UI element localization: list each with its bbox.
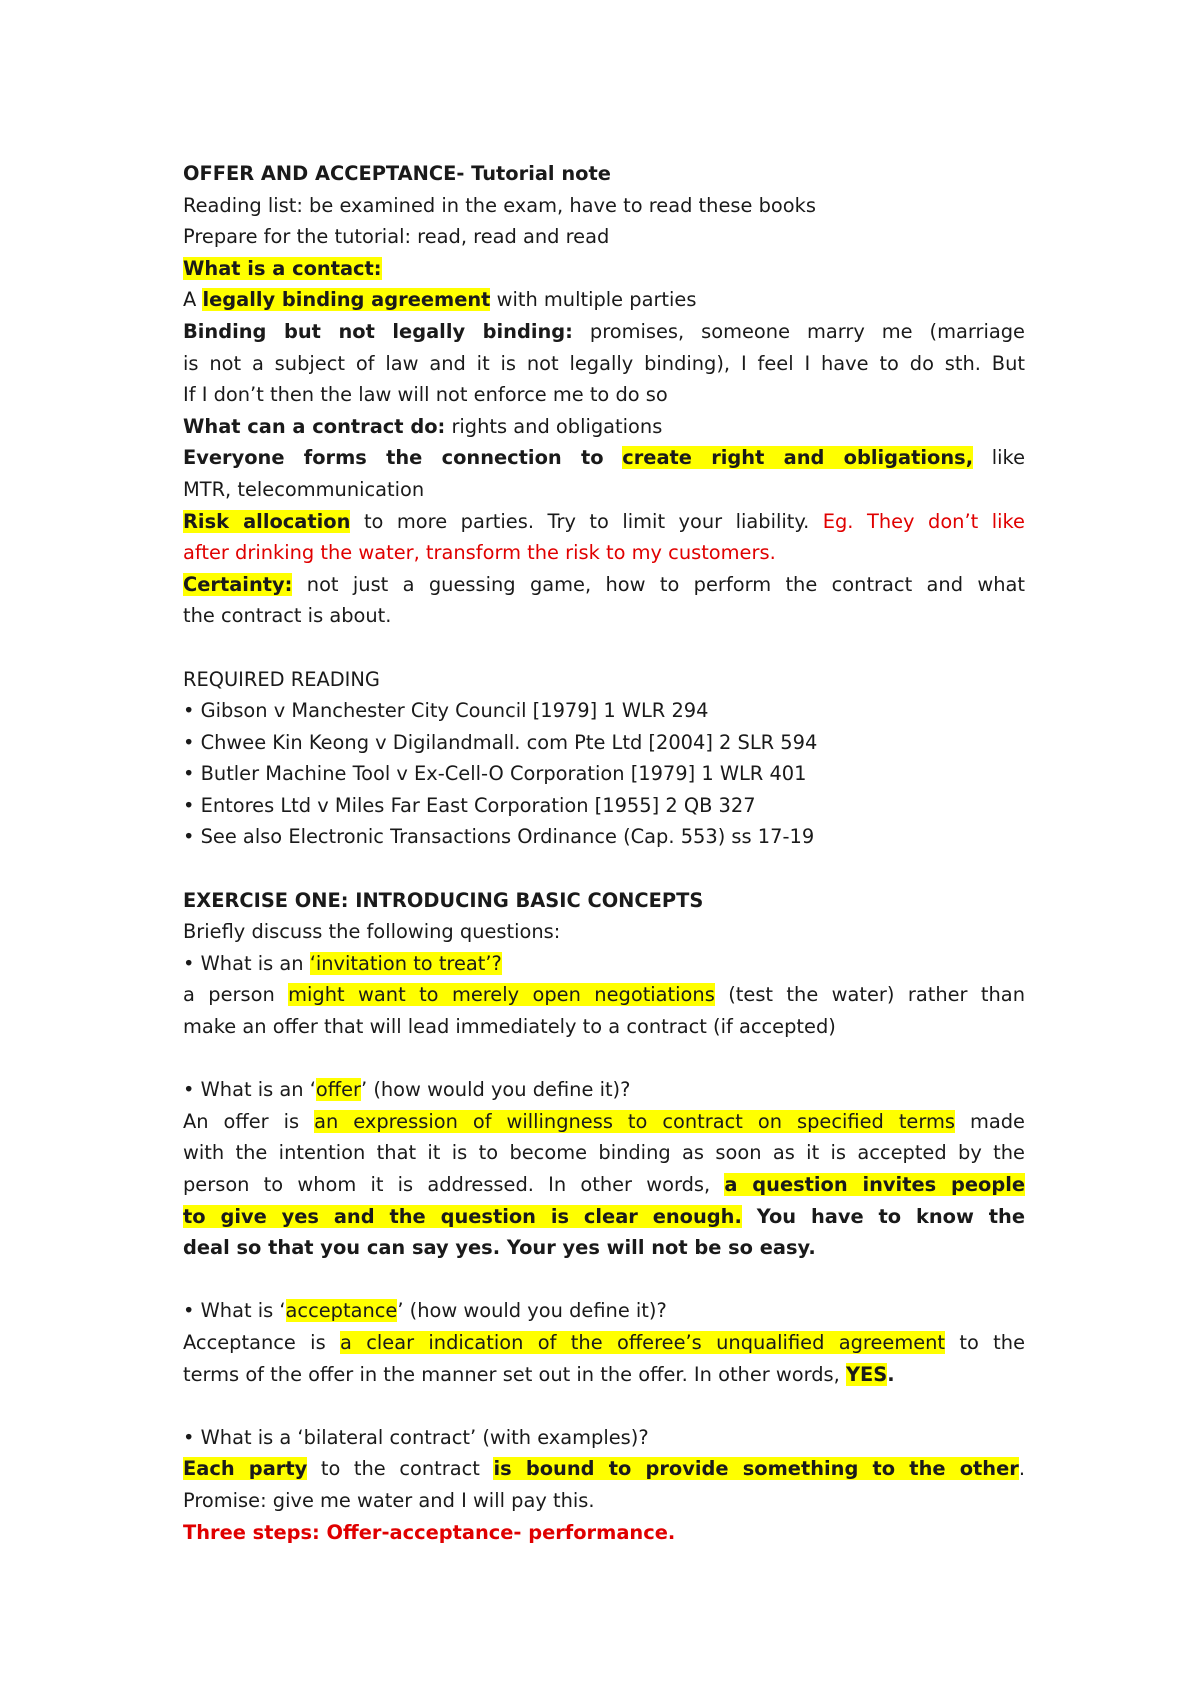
reading-item: • Butler Machine Tool v Ex-Cell-O Corporation [1979] 1 WLR 401	[183, 762, 807, 786]
question-1	[183, 948, 1025, 980]
binding-line-2: is not a subject of law and it is not legally binding), I feel I have to do sth. But	[183, 351, 1025, 375]
can-do-line	[183, 411, 1025, 443]
contract-question-line	[183, 253, 1025, 285]
answer-4-line-1	[183, 1453, 1025, 1485]
question-4: • What is a ‘bilateral contract’ (with examples)?	[183, 1425, 649, 1449]
answer-3-line-2	[183, 1359, 1025, 1391]
certainty-line-2: the contract is about.	[183, 604, 392, 628]
answer-3-period: .	[887, 1362, 895, 1386]
answer-4-highlight-2: is bound to provide something to the other	[493, 1457, 1019, 1481]
answer-3-highlight: a clear indication of the offeree’s unqualified agreement	[340, 1330, 946, 1354]
binding-text-1: promises, someone marry me (marriage	[572, 319, 1025, 343]
answer-2-line-3-highlight: a question invites people	[724, 1173, 1025, 1196]
answer-2-prefix: An offer is	[183, 1109, 315, 1133]
answer-2-line-4-rest: You have to know the	[741, 1204, 1026, 1228]
answer-2-highlight: an expression of willingness to contract on specified terms	[314, 1109, 955, 1133]
answer-1-line-2: make an offer that will lead immediately to a contract (if accepted)	[183, 1015, 836, 1039]
question-3	[183, 1295, 1025, 1327]
answer-3-yes-highlight: YES	[846, 1362, 888, 1386]
certainty-line-1	[183, 569, 1025, 601]
everyone-line-1	[183, 442, 1025, 474]
answer-2-rest: made	[954, 1109, 1025, 1133]
answer-1-rest: (test the water) rather than	[714, 983, 1025, 1007]
reading-item: • See also Electronic Transactions Ordinance (Cap. 553) ss 17-19	[183, 825, 815, 849]
everyone-highlight: create right and obligations,	[622, 446, 974, 470]
contract-question-heading: What is a contact:	[183, 256, 382, 280]
spacer	[183, 1264, 1025, 1296]
prepare-note: Prepare for the tutorial: read, read and read	[183, 225, 610, 249]
answer-4-highlight-1: Each party	[183, 1457, 308, 1481]
answer-3-line-1	[183, 1327, 1025, 1359]
question-1-highlight: ‘invitation to treat’?	[309, 951, 502, 975]
spacer	[183, 853, 1025, 885]
can-do-text: rights and obligations	[445, 414, 663, 438]
reading-item: • Entores Ltd v Miles Far East Corporation [1955] 2 QB 327	[183, 793, 756, 817]
question-3-highlight: acceptance	[285, 1299, 398, 1323]
spacer	[183, 1390, 1025, 1422]
answer-1-highlight: might want to merely open negotiations	[288, 983, 715, 1007]
everyone-line-2: MTR, telecommunication	[183, 477, 425, 501]
answer-4-line-3: Three steps: Offer-acceptance- performance.	[183, 1520, 676, 1544]
definition-highlight: legally binding agreement	[202, 288, 491, 312]
document-page	[183, 158, 1025, 1548]
question-2-highlight: offer	[315, 1078, 361, 1102]
answer-2-line-3	[183, 1169, 1025, 1201]
definition-prefix: A	[183, 288, 203, 312]
risk-line-2: after drinking the water, transform the risk to my customers.	[183, 541, 776, 565]
answer-2-line-1	[183, 1106, 1025, 1138]
answer-2-line-3-prefix: person to whom it is addressed. In other words,	[183, 1173, 725, 1196]
answer-1-line-1	[183, 979, 1025, 1011]
contract-definition-line	[183, 284, 1025, 316]
question-2-prefix: • What is an ‘	[183, 1078, 316, 1102]
question-3-prefix: • What is ‘	[183, 1299, 286, 1323]
answer-3-line-2-prefix: terms of the offer in the manner set out in the offer. In other words,	[183, 1362, 846, 1386]
document-title: OFFER AND ACCEPTANCE- Tutorial note	[183, 162, 611, 185]
question-1-prefix: • What is an	[183, 951, 310, 975]
risk-example: Eg. They don’t like	[822, 509, 1025, 533]
everyone-label: Everyone forms the connection to	[183, 446, 604, 470]
answer-3-prefix: Acceptance is	[183, 1330, 341, 1354]
exercise-heading: EXERCISE ONE: INTRODUCING BASIC CONCEPTS	[183, 888, 704, 912]
binding-label: Binding but not legally binding:	[183, 319, 573, 343]
exercise-intro: Briefly discuss the following questions:	[183, 920, 561, 944]
risk-label: Risk allocation	[183, 509, 351, 533]
question-3-rest: ’ (how would you define it)?	[397, 1299, 667, 1323]
binding-line-3: If I don’t then the law will not enforce me to do so	[183, 383, 668, 407]
risk-text: to more parties. Try to limit your liability.	[350, 509, 823, 533]
answer-4-middle: to the contract	[307, 1457, 494, 1481]
spacer	[183, 632, 1025, 664]
answer-4-line-2: Promise: give me water and I will pay this.	[183, 1488, 595, 1512]
certainty-label: Certainty:	[183, 572, 293, 596]
everyone-like: like	[991, 446, 1026, 470]
reading-list-note: Reading list: be examined in the exam, have to read these books	[183, 193, 816, 217]
answer-3-rest: to the	[945, 1330, 1025, 1354]
answer-2-line-4-highlight: to give yes and the question is clear enough.	[183, 1204, 742, 1228]
answer-2-line-4	[183, 1201, 1025, 1233]
spacer	[183, 1043, 1025, 1075]
question-2-rest: ’ (how would you define it)?	[361, 1078, 631, 1102]
answer-2-line-2: with the intention that it is to become binding as soon as it is accepted by the	[183, 1141, 1025, 1165]
answer-1-prefix: a person	[183, 983, 289, 1007]
reading-item: • Gibson v Manchester City Council [1979] 1 WLR 294	[183, 699, 709, 723]
question-2	[183, 1074, 1025, 1106]
can-do-label: What can a contract do:	[183, 414, 446, 438]
required-reading-heading: REQUIRED READING	[183, 667, 380, 691]
certainty-text: not just a guessing game, how to perform the contract and what	[292, 572, 1025, 596]
answer-4-period: .	[1018, 1457, 1025, 1481]
answer-2-line-5: deal so that you can say yes. Your yes will not be so easy.	[183, 1236, 816, 1260]
reading-item: • Chwee Kin Keong v Digilandmall. com Pte Ltd [2004] 2 SLR 594	[183, 730, 818, 754]
binding-line-1	[183, 316, 1025, 348]
definition-rest: with multiple parties	[490, 288, 697, 312]
risk-line-1	[183, 506, 1025, 538]
